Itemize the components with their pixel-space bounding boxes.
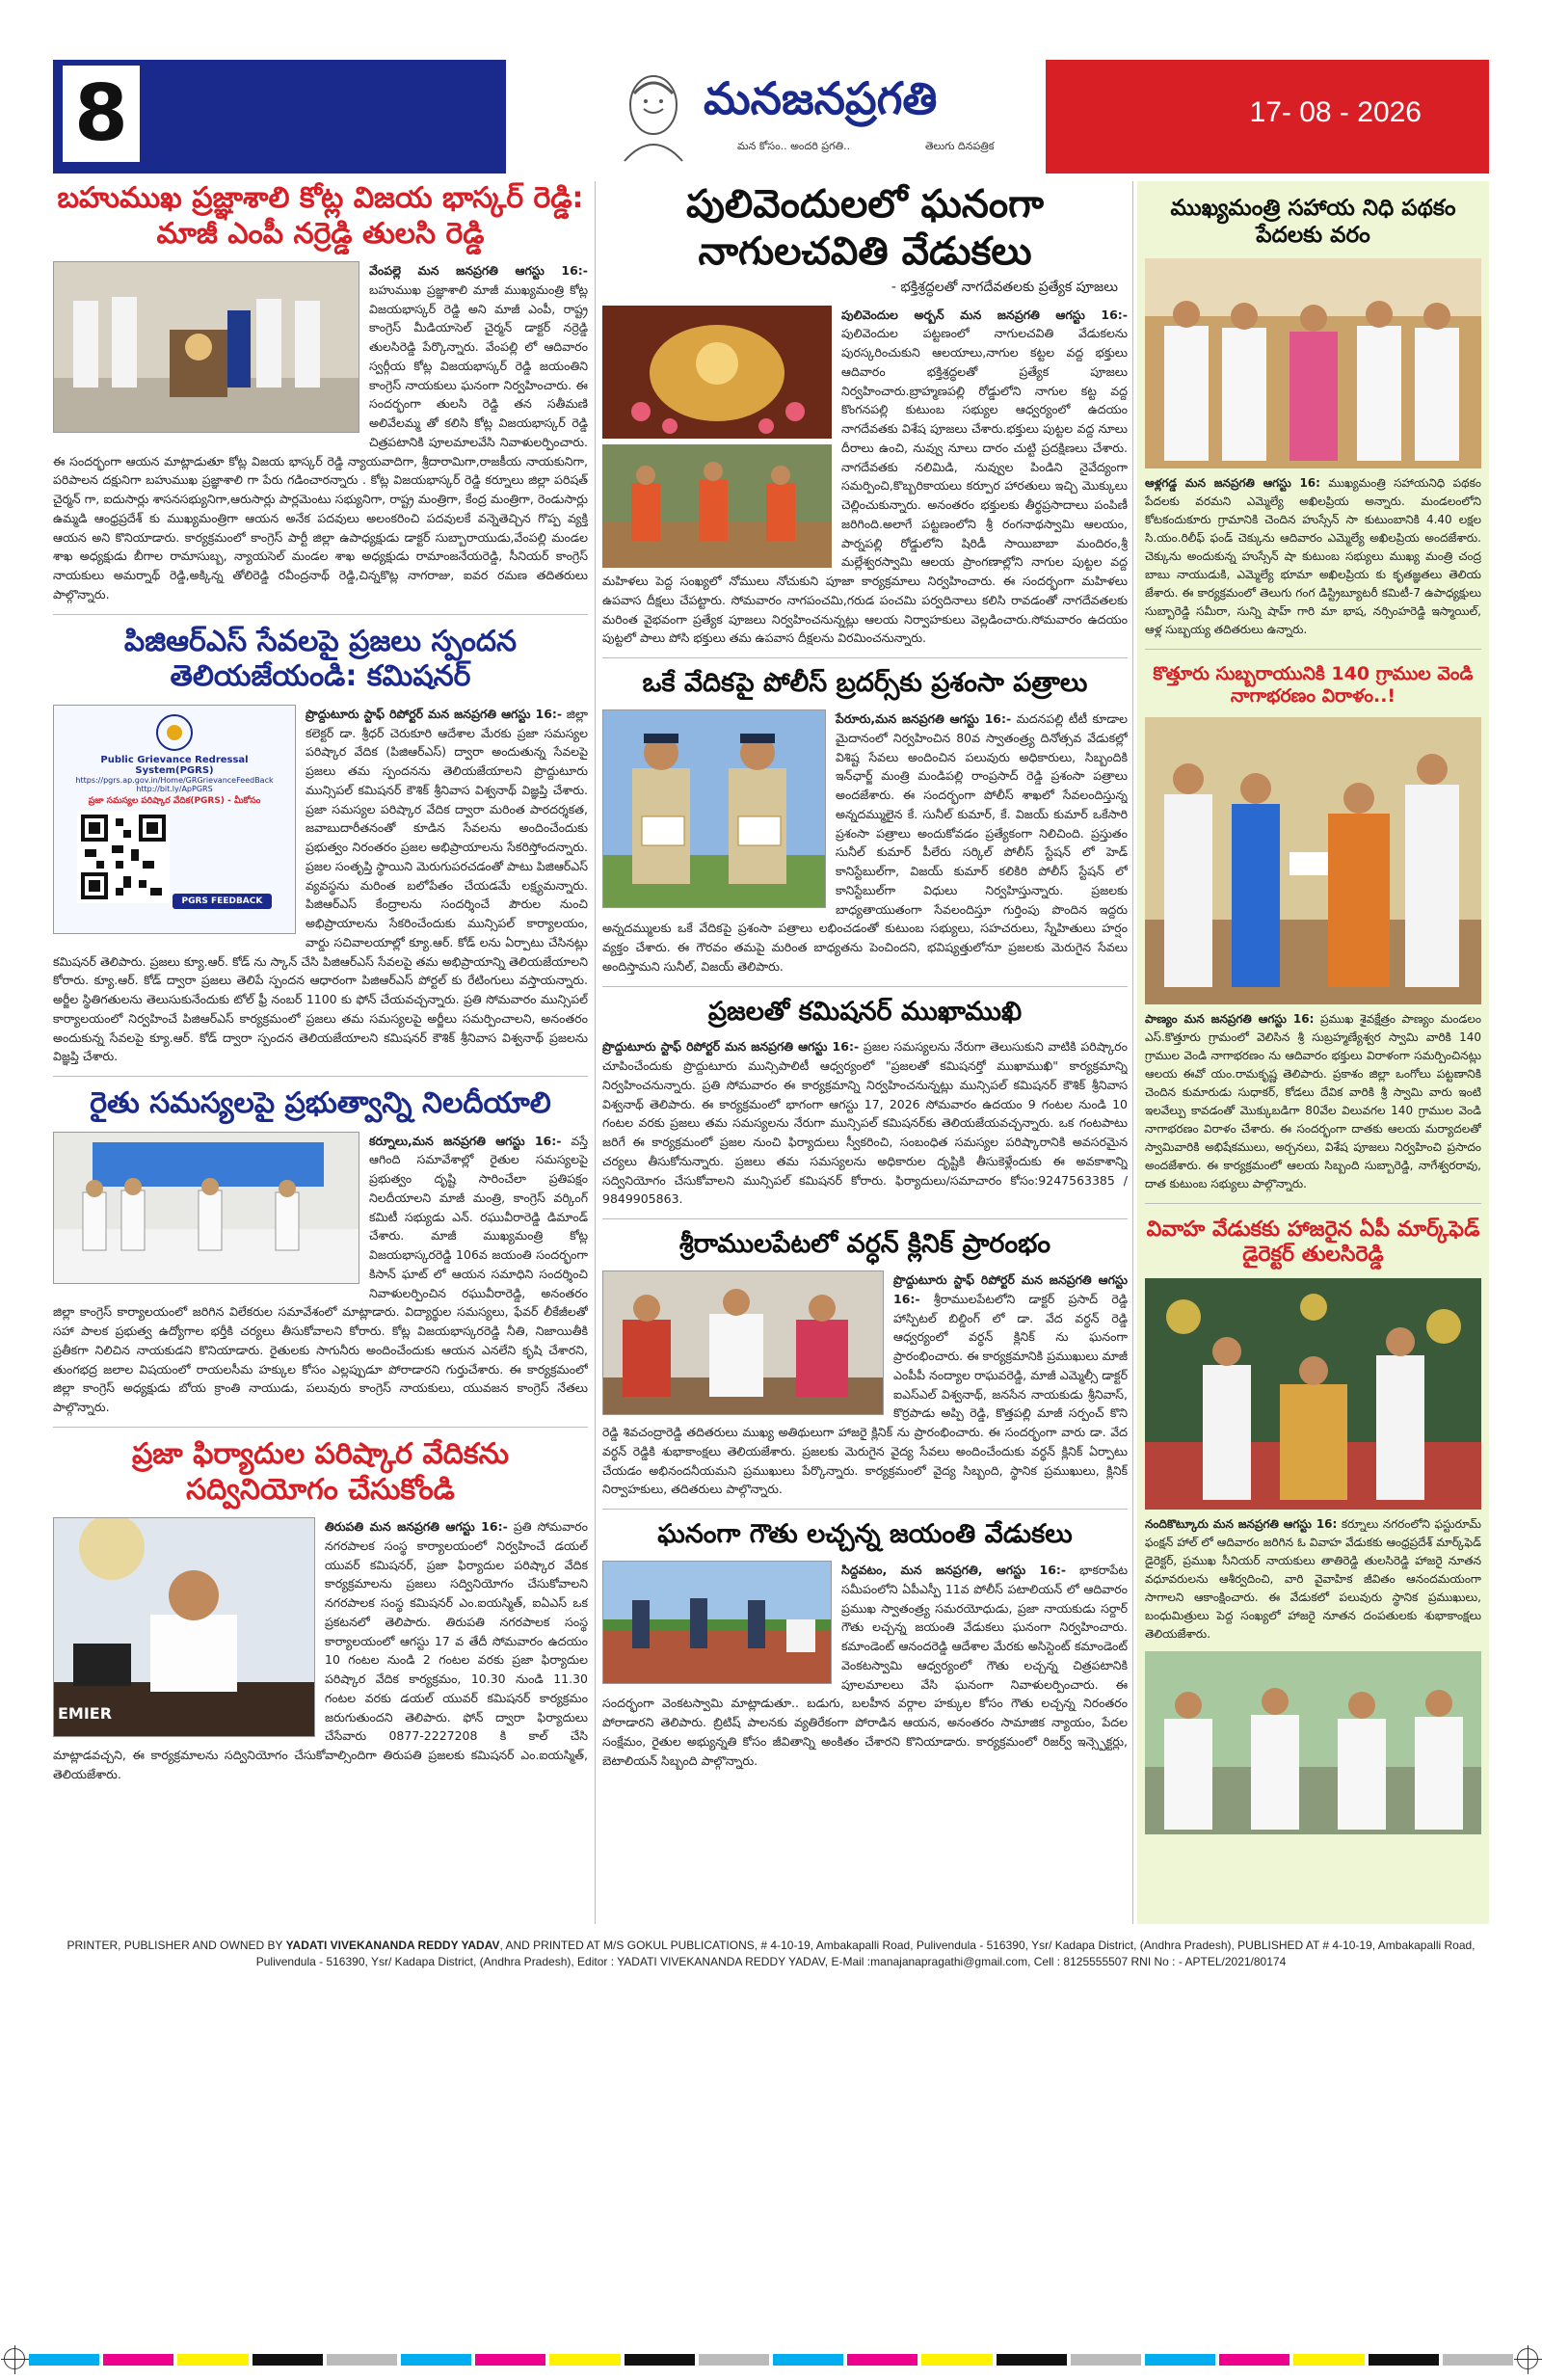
article-dateline: పేరూరు,మన జనప్రగతి ఆగస్టు 16:- [836, 711, 1012, 727]
article-vardhan-clinic [602, 1229, 1128, 1499]
wedding-ceremony-photo-icon [1145, 1278, 1481, 1510]
page-number: 8 [63, 66, 140, 162]
color-swatch [401, 2354, 471, 2366]
paper-subline: తెలుగు దినపత్రిక [925, 140, 995, 152]
article-dateline: ప్రొద్దుటూరు స్టాఫ్ రిపోర్టర్ మన జనప్రగతి ఆగస్టు 16:- [893, 1272, 1128, 1306]
article-dateline: పాణ్యం మన జనప్రగతి ఆగస్టు 16: [1145, 1012, 1315, 1027]
devotees-worship-photo-icon [602, 444, 832, 568]
article-kotla-vijaya-bhaskar [53, 181, 588, 604]
article-dateline: పులివెందుల అర్బన్ మన జనప్రగతి ఆగస్టు 16:- [841, 307, 1128, 322]
press-meet-photo-icon [54, 1133, 359, 1284]
article-text: ప్రముఖ శైవక్షేత్రం పాణ్యం మండలం ఎస్.కొత్తూరు గ్రామంలో వెలిసిన శ్రీ సుబ్రహ్మణ్యేశ్వర స్వామి వారికి 140 గ్రాముల వెండి నాగాభరణం ను ఆదివారం భక్తులు విరాళంగా సమర్పించినట్లు ఆలయ ఈవో యం.రామకృష్ణ తెలిపారు. ప్రకాశం జిల్లా ఒంగోలు పట్టణానికి చెందిన కుమారుడు సుధాకర్, కోడలు దేవిక వారికి శ్రీ స్వామి వారు ఇంటి ఇలవేల్పు కావడంతో మొక్కుబడిగా 80వేల విలువగల 140 గ్రాముల వెండి నాగాభరణం విరాళం చేశారు. ఈ సందర్భంగా దాతకు ఆలయ మర్యాదలతో స్వామివారికి అభిషేకములు, అర్చనలు, విశేష పూజలు నిర్వహించి ప్రసాదం అందజేశారు. ఈ కార్యక్రమంలో ఆలయ సిబ్బంది సుబ్బారెడ్డి, నాగేశ్వరరావు, దాత కుటుంబ సభ్యులు పాల్గొన్నారు. [1145, 1012, 1481, 1190]
color-swatch [1219, 2354, 1289, 2366]
temple-donation-photo-icon [1145, 717, 1481, 1004]
print-color-bar [29, 2352, 1513, 2367]
imprint-line [53, 1938, 1489, 1971]
color-swatch [1369, 2354, 1439, 2366]
color-swatch [699, 2354, 769, 2366]
left-column [53, 181, 588, 1784]
article-headline: ప్రజా ఫిర్యాదుల పరిష్కార వేదికను సద్వినియోగం చేసుకోండి [131, 1436, 510, 1507]
article-dateline: ప్రొద్దుటూరు స్టాఫ్ రిపోర్టర్ మన జనప్రగతి ఆగస్టు 16:- [306, 706, 563, 721]
article-photo [53, 261, 359, 433]
article-dateline: నందికొట్కూరు మన జనప్రగతి ఆగస్టు 16: [1145, 1517, 1338, 1532]
section-divider [602, 1509, 1128, 1510]
wedding-guests-photo-icon [1145, 1651, 1481, 1834]
article-text: జిల్లా కలెక్టర్ డా. శ్రీధర్ చెరుకూరి ఆదేశాల మేరకు ప్రజా సమస్యల పరిష్కార వేదిక (పిజిఆర్ఎస్) ద్వారా అందుతున్న సేవలపై ప్రజలు తమ స్పందనను తెలియజేయాలని ప్రొద్దుటూరు మున్సిపల్ కమిషనర్ కౌశిక్ శ్రీనివాస విశ్వనాథ్ విజ్ఞప్తి చేశారు. ప్రజా సమస్యల పరిష్కార వేదిక ద్వారా మరింత పారదర్శకత, జవాబుదారీతనంతో కూడిన సేవలను అందించేందుకు ప్రభుత్వం నిరంతరం ప్రజల అభిప్రాయాలను సేకరిస్తోందన్నారు. ప్రజల సంతృప్తి స్థాయిని మెరుగుపరచడంతో పాటు పిజిఆర్ఎస్ వ్యవస్థను మరింత బలోపేతం చేయడమే లక్ష్యమన్నారు. పిజిఆర్ఎస్ కేంద్రాలను సందర్శించే పౌరుల నుంచి అభిప్రాయాలను సేకరించేందుకు మున్సిపల్ కార్యాలయం, వార్డు సచివాలయాల్లో క్యూ.ఆర్. కోడ్ లను ఏర్పాటు చేసినట్లు కమిషనర్ తెలిపారు. ప్రజలు క్యూ.ఆర్. కోడ్ ను స్కాన్ చేసి పిజిఆర్ఎస్ సేవలపై తమ అభిప్రాయాన్ని తెలియజేయాలని కోరారు. క్యూ.ఆర్. కోడ్ ద్వారా ప్రజలు తెలిపే స్పందన ఆధారంగా పిజిఆర్ఎస్ పోర్టల్ కు రేటింగులు వస్తాయన్నారు. అర్జీల స్థితిగతులను తెలుసుకునేందుకు టోల్ ఫ్రీ నంబర్ 1100 కు ఫోన్ చేయవచ్చన్నారు. ప్రతి సోమవారం మున్సిపల్ కార్యాలయంలో నిర్వహించే పిజిఆర్ఎస్ కార్యక్రమంలో ప్రజలు తమ సమస్యలపై అర్జీలు సమర్పించాలని, అనంతరం అందుకున్న సేవలపై క్యూ.ఆర్. కోడ్ ద్వారా స్పందన తెలియజేయాలని కమిషనర్ కౌశిక్ శ్రీనివాస విశ్వనాథ్ ప్రజలను విజ్ఞప్తి చేశారు. [53, 706, 588, 1064]
article-photo-stack [602, 306, 832, 568]
article-body [1145, 1515, 1481, 1644]
temple-idol-photo-icon [602, 306, 832, 439]
article-text: మదనపల్లి టీటీ కూడాల మైదానంలో నిర్వహించిన 80వ స్వాతంత్ర్య దినోత్సవ వేడుకల్లో విశిష్ట సేవలు అందించిన పలువురు అధికారులు, సిబ్బందికి ఇన్‌ఛార్జ్ మంత్రి మండిపల్లి రాంప్రసాద్ రెడ్డి ప్రశంసా పత్రాలు అందజేశారు. ఈ సందర్భంగా పోలీస్ శాఖలో సేవలందిస్తున్న అన్నదమ్ములైన కే. సునీల్ కుమార్, కే. విజయ్ కుమార్ ఒకేసారి ప్రశంసా పత్రాలు అందుకోవడం ప్రత్యేకంగా నిలిచింది. ప్రస్తుతం సునీల్ కుమార్ పీలేరు సర్కిల్ పోలీస్ స్టేషన్ లో హెడ్ కానిస్టేబుల్‌గా, విజయ్ కుమార్ కలికిరి పోలీస్ స్టేషన్ లో కానిస్టేబుల్‌గా విధులు నిర్వహిస్తున్నారు. ప్రజలకు బాధ్యతాయుతంగా సేవలందిస్తూ గుర్తింపు పొందిన ఇద్దరు అన్నదమ్ములకు ఒకే వేదికపై ప్రశంసా పత్రాలు లభించడంతో కుటుంబ సభ్యులు, సహచరులు, స్నేహితులు హర్షం వ్యక్తం చేశారు. ఈ గౌరవం తమపై మరింత బాధ్యతను పెంచిందని, భవిష్యత్తులోనూ ప్రజలకు మెరుగైన సేవలు అందిస్తామని సునీల్, విజయ్ తెలిపారు. [602, 711, 1128, 974]
article-subhead: - భక్తిశ్రద్ధలతో నాగదేవతలకు ప్రత్యేక పూజలు [891, 279, 1118, 295]
article-dateline: ఆళ్లగడ్డ మన జనప్రగతి ఆగస్టు 16: [1145, 476, 1320, 491]
police-certificates-photo-icon [603, 710, 826, 908]
article-dateline: సిద్దవటం, మన జనప్రగతి, ఆగస్టు 16:- [841, 1563, 1067, 1578]
article-body [1145, 474, 1481, 639]
article-photo [53, 1517, 315, 1737]
article-headline: ఒకే వేదికపై పోలీస్ బ్రదర్స్‌కు ప్రశంసా పత్రాలు [642, 668, 1088, 699]
leader-portrait-icon [607, 65, 699, 166]
lead-headline: పులివెందులలో ఘనంగా నాగులచవితి వేడుకలు [685, 182, 1044, 274]
color-swatch [327, 2354, 397, 2366]
article-gouthu-lachanna [602, 1519, 1128, 1770]
right-column [1137, 181, 1489, 1924]
tribute-gathering-photo-icon [54, 262, 359, 433]
color-swatch [997, 2354, 1067, 2366]
color-swatch [253, 2354, 323, 2366]
article-text: బహుముఖ ప్రజ్ఞాశాలి మాజీ ముఖ్యమంత్రి కోట్ల విజయభాస్కర్ రెడ్డి అని మాజీ ఎంపీ, రాష్ట్ర కాంగ్రెస్ మీడియాసెల్ చైర్మన్ డాక్టర్ నర్రెడ్డి తులసిరెడ్డి పేర్కొన్నారు. వేంపల్లి లో ఆదివారం స్వర్గీయ కోట్ల విజయభాస్కర్ రెడ్డి జయంతిని కాంగ్రెస్ నాయకులు ఘనంగా నిర్వహించారు. ఈ సందర్భంగా తులసి రెడ్డి తన సతీమణి అలివేలమ్మ తో కలిసి కోట్ల విజయభాస్కర్ రెడ్డి చిత్రపటానికి పూలమాలవేసి నివాళులర్పించారు. ఈ సందర్భంగా ఆయన మాట్లాడుతూ కోట్ల విజయ భాస్కర్ రెడ్డి న్యాయవాదిగా, శ్రీదారామిగా,రాజకీయ నాయకునిగా, పరిపాలన దక్షునిగా బహుముఖ ప్రజ్ఞాశాలి గా పేరు గడించారన్నారు . కోట్ల విజయభాస్కర్ రెడ్డి కర్నూలు జిల్లా పరిషత్ చైర్మన్ గా, ఐదుసార్లు శాసనసభ్యునిగా,ఆరుసార్లు పార్లమెంటు సభ్యునిగా, రాష్ట్ర మంత్రిగా, కేంద్ర మంత్రిగా, రెండుసార్లు ఉమ్మడి ఆంధ్రప్రదేశ్ కు ముఖ్యమంత్రిగా ఆయన అనేక పదవులు అలంకరించి పదవులకే వన్నెతెచ్చిన గొప్ప వ్యక్తి ఆయన అని కొనియాడారు. కార్యక్రమంలో కాంగ్రెస్ పార్టీ జిల్లా ఉపాధ్యక్షుడు డాక్టర్ సుబ్బారాయుడు,వేంపల్లి మండల శాఖ అధ్యక్షుడు బీగాల రామాసుబ్బ, న్యాయసెల్ మండల శాఖ అధ్యక్షుడు రామాంజనేయరెడ్డి, సీనియర్ కాంగ్రెస్ నాయకులు అమర్నాథ్ రెడ్డి,అక్కిన్న తోలిరెడ్డి రవీంద్రనాథ్ రెడ్డి,చిన్నకొట్ల నాగరాజు, ఐవర రమణ తదితరులు పాల్గొన్నారు. [53, 281, 588, 602]
section-divider [53, 614, 588, 615]
color-swatch [103, 2354, 173, 2366]
imprint-owner: YADATI VIVEKANANDA REDDY YADAV [285, 1939, 500, 1952]
article-wedding-visit [1145, 1214, 1481, 1834]
section-divider [602, 986, 1128, 987]
article-commissioner-interaction [602, 997, 1128, 1210]
color-swatch [177, 2354, 248, 2366]
article-farmers-issues [53, 1086, 588, 1417]
article-text: వస్తే ఆగింది సమావేశాల్లో రైతుల సమస్యలపై ప్రభుత్వం దృష్టి సారించేలా ప్రతిపక్షం నిలదీయాలని మాజీ మంత్రి, కాంగ్రెస్ వర్కింగ్ కమిటీ సభ్యుడు ఎన్. రఘువీరారెడ్డి డిమాండ్ చేశారు. మాజీ ముఖ్యమంత్రి కోట్ల విజయభాస్కరరెడ్డి 106వ జయంతి సందర్భంగా కిసాన్ ఘాట్ లో ఆయన సమాధిని సందర్శించి నివాళులర్పించిన రఘువీరారెడ్డి, అనంతరం జిల్లా కాంగ్రెస్ కార్యాలయంలో జరిగిన విలేకరుల సమావేశంలో మాట్లాడారు. విద్యార్థుల సమస్యలు, ఫేవర్ లీకేజీలతో సహా పాలక ప్రభుత్వ ఉద్యోగాల భర్తీకి చర్యలు తీసుకోవాలని కోరారు. కోట్ల విజయభాస్కరరెడ్డి నీతి, నిజాయితీకి ప్రతీకగా నిలిచిన నాయకుడని కొనియాడారు. రైతులకు సాగునీరు అందించేందుకు ఆయన ఎనలేని కృషి చేశారని, తుంగభద్ర జలాల విషయంలో రాయలసీమ హక్కుల కోసం ఎల్లప్పుడూ పోరాడారని గుర్తుచేశారు. ఈ కార్యక్రమంలో జిల్లా కాంగ్రెస్ అధ్యక్షుడు బోయ క్రాంతి నాయుడు, పలువురు కాంగ్రెస్ నాయకులు, యువజన కాంగ్రెస్ నేతలు పాల్గొన్నారు. [53, 1133, 588, 1415]
column-divider [595, 181, 596, 1924]
color-swatch [625, 2354, 695, 2366]
masthead [53, 60, 1489, 174]
article-text: శ్రీరాములపేటలోని డాక్టర్ ప్రసాద్ రెడ్డి హాస్పిటల్ బిల్డింగ్ లో డా. వేద వర్ధన్ రెడ్డి ఆధ్వర్యంలో వర్ధన్ క్లినిక్ ను ఘనంగా ప్రారంభించారు. ఈ కార్యక్రమానికి ప్రముఖులు మాజీ ఎంపీపీ నంద్యాల రాఘవరెడ్డి, మాజీ ఎమ్మెల్సీ డాక్టర్ ఐఎస్ఎల్ విశ్వనాథ్, జనసేన నాయకుడు శ్రీనివాస్, కొర్రపాడు అప్పి రెడ్డి, కొత్తపల్లి మాజీ సర్పంచ్ కొని రెడ్డి శివచంద్రారెడ్డి తదితరులు ముఖ్య అతిథులుగా హాజరై క్లినిక్ ను ప్రారంభించారు. ఈ సందర్భంగా వారు డా. వేద వర్ధన్ రెడ్డికి శుభాకాంక్షలు తెలియజేశారు. ప్రజలకు మెరుగైన వైద్య సేవలు అందించేందుకు వర్ధన్ క్లినిక్ ఏర్పాటు చేయడం అభినందనీయమని ప్రముఖులు పేర్కొన్నారు. కార్యక్రమంలో వైద్య సిబ్బంది, స్థానిక ప్రముఖులు, క్లినిక్ నిర్వాహకులు, తదితరులు పాల్గొన్నారు. [602, 1291, 1128, 1497]
color-swatch [1071, 2354, 1141, 2366]
registration-mark-icon [4, 2348, 25, 2369]
article-headline: వివాహ వేడుకకు హాజరైన ఏపీ మార్క్‌ఫెడ్ డైరెక్టర్ తులసిరెడ్డి [1146, 1217, 1480, 1268]
article-photo [602, 709, 826, 908]
ap-emblem-icon [155, 713, 194, 752]
column-divider [1132, 181, 1133, 1924]
color-swatch [1293, 2354, 1364, 2366]
article-dateline: ప్రొద్దుటూరు స్టాఫ్ రిపోర్టర్ మన జనప్రగతి ఆగస్టు 16:- [602, 1039, 860, 1055]
article-cm-relief-fund [1145, 189, 1481, 639]
article-headline: ప్రజలతో కమిషనర్ ముఖాముఖి [707, 996, 1023, 1027]
article-headline: బహుముఖ ప్రజ్ఞాశాలి కోట్ల విజయ భాస్కర్ రెడ్డి: మాజీ ఎంపీ నర్రెడ్డి తులసి రెడ్డి [57, 181, 584, 251]
article-dateline: తిరుపతి మన జనప్రగతి ఆగస్టు 16:- [325, 1519, 508, 1535]
article-text: పులివెందుల పట్టణంలో నాగులచవితి వేడుకలను పురస్కరించుకుని ఆలయాలు,నాగుల కట్టల వద్ద భక్తులు ఆదివారం భక్తిశ్రద్ధలతో ప్రత్యేక పూజలు నిర్వహించారు.బ్రాహ్మణపల్లి రోడ్డులోని నాగుల కట్ట వద్ద కొంగనపల్లి కుటుంబ సభ్యుల ఆధ్వర్యంలో ఉదయం నాగదేవతకు విశేష పూజలు చేశారు.భక్తులు పుట్టల వద్ద నూలు దీరాలు ఉంచి, నువ్వు నూలు దారం చుట్టి ప్రదక్షిణలు చేశారు. నాగదేవతకు నలిమిడి, నువ్వుల పిండిని నైవేద్యంగా సమర్పించి,కొబ్బరికాయలు కర్పూర హారతులు ఇచ్చి మొక్కులు చెల్లించుకున్నారు. అనంతరం భక్తులకు తీర్థప్రసాదాలు పంపిణీ జరిగింది.అలాగే పట్టణంలోని శ్రీ రంగనాథస్వామి ఆలయం, పార్నపల్లి రోడ్డులోని షిరిడీ సాయిబాబా మందిరం,శ్రీ మల్లేశ్వరస్వామి ఆలయ ప్రాంగణాల్లోని నాగుల పుట్టల వద్ద మహిళలు పెద్ద సంఖ్యలో నోములు నోచుకుని పూజా కార్యక్రమాలు నిర్వహించారు. ఈ సందర్భంగా మహిళలు ఉపవాస దీక్షలు చేపట్టారు. సోమవారం నాగపంచమి,గరుడ పంచమి పర్వదినాలు కలిసి రావడంతో నాగదేవతలకు మరింత వైభవంగా ప్రత్యేక పూజలు నిర్వహించనున్నట్లు ఆలయ నిర్వాహకులు వెల్లడించారు.సోమవారం ఉదయం పుట్టలో పాలు పోసి భక్తులు తమ ఉపవాస దీక్షలను విరమించనున్నారు. [602, 326, 1128, 646]
article-text: భాకరాపేట సమీపంలోని ఏపీఎస్పీ 11వ పోలీస్ పటాలియన్ లో ఆదివారం ప్రముఖ స్వాతంత్ర్య సమరయోధుడు, ప్రజా నాయకుడు సర్దార్ గౌతు లచ్చన్న జయంతి వేడుకలు ఘనంగా నిర్వహించారు. కమాండెంట్ ఆనందరెడ్డి ఆదేశాల మేరకు అసిస్టెంట్ కమాండెంట్ వెంకటస్వామి ఆధ్వర్యంలో గౌతు లచ్చన్న చిత్రపటానికి పూలమాలలు వేసి ఘనంగా నివాళులర్పించారు. ఈ సందర్భంగా వెంకటస్వామి మాట్లాడుతూ.. బడుగు, బలహీన వర్గాల హక్కుల కోసం గౌతు లచ్చన్న నిరంతరం పోరాడారని తెలిపారు. బ్రిటిష్ పాలనకు వ్యతిరేకంగా పోరాడిన ఆయన, అనంతరం సామాజిక న్యాయం, పేదల సంక్షేమం, రైతుల అభ్యున్నతి కోసం జీవితాన్ని అంకితం చేశారని కొనియాడారు. కార్యక్రమంలో రిజర్వ్ ఇన్స్పెక్టర్లు, బెటాలియన్ సిబ్బంది పాల్గొన్నారు. [602, 1563, 1128, 1768]
article-text: కర్నూలు నగరంలోని ఫస్టురూమ్ ఫంక్షన్ హాల్ లో ఆదివారం జరిగిన ఓ వివాహ వేడుకకు ఆంధ్రప్రదేశ్ మార్క్‌ఫెడ్ డైరెక్టర్, ప్రముఖ సీనియర్ నాయకులు తాతిరెడ్డి తులసిరెడ్డి హాజరై నూతన వధూవరులను ఆశీర్వదించి, వారి వైవాహిక జీవితం ఆనందమయంగా సాగాలని ఆకాంక్షించారు. ఈ వేడుకలో పలువురు స్థానిక ప్రముఖులు, బంధుమిత్రులు పెద్ద సంఖ్యలో హాజరై నూతన దంపతులకు శుభాకాంక్షలు తెలియజేశారు. [1145, 1517, 1481, 1641]
article-headline: ముఖ్యమంత్రి సహాయ నిధి పథకం పేదలకు వరం [1170, 196, 1456, 249]
article-dateline: వేంపల్లె మన జనప్రగతి ఆగస్టు 16:- [369, 263, 588, 279]
pgrs-poster [53, 705, 296, 934]
poster-tagline: ప్రజా సమస్యల పరిష్కార వేదిక(PGRS) - మీకోసం [88, 795, 261, 806]
poster-title: Public Grievance Redressal System(PGRS) [100, 754, 249, 776]
imprint-lead: PRINTER, PUBLISHER AND OWNED BY [66, 1939, 283, 1952]
article-photo [602, 1270, 884, 1415]
color-swatch [1145, 2354, 1215, 2366]
article-headline: కొత్తూరు సుబ్బరాయునికి 140 గ్రాముల వెండి నాగాభరణం విరాళం..! [1153, 662, 1474, 707]
color-swatch [475, 2354, 545, 2366]
article-dateline: కర్నూలు,మన జనప్రగతి ఆగస్టు 16:- [369, 1133, 562, 1148]
article-body [602, 1037, 1128, 1209]
issue-date: 17- 08 - 2026 [1249, 96, 1422, 128]
article-silver-ornament [1145, 659, 1481, 1193]
article-police-brothers [602, 668, 1128, 976]
paper-tagline: మన కోసం.. అందరి ప్రగతి.. [737, 140, 851, 152]
color-swatch [1443, 2354, 1513, 2366]
clinic-opening-photo-icon [603, 1271, 884, 1415]
paper-name: మనజనప్రగతి [704, 72, 938, 124]
article-nagula-chavithi [602, 181, 1128, 648]
color-swatch [773, 2354, 843, 2366]
section-divider [1145, 1203, 1481, 1204]
article-photo [53, 1132, 359, 1284]
section-divider [1145, 649, 1481, 650]
article-headline: ఘనంగా గౌతు లచ్చన్న జయంతి వేడుకలు [657, 1519, 1073, 1550]
article-headline: శ్రీరాములపేటలో వర్ధన్ క్లినిక్ ప్రారంభం [678, 1229, 1051, 1260]
article-text: ముఖ్యమంత్రి సహాయనిధి పథకం పేదలకు వరమని ఎమ్మెల్యే అఖిలప్రియ అన్నారు. మండలంలోని కోటకందుకూరు గ్రామానికి చెందిన హుస్సేన్ సా కుటుంబానికి 4.40 లక్షల సి.యం.రిలీఫ్ ఫండ్ చెక్కును ఆదివారం ఎమ్మెల్యే అఖిలప్రియ అందజేశారు. చెక్కును అందుకున్న హుస్సేన్ షా కుటుంబ సభ్యులు ముఖ్య మంత్రి చంద్ర బాబు నాయుడుకి, ఎమ్మెల్యే భూమా అఖిలప్రియ కు కృతజ్ఞతలు తెలియ జేశారు. ఈ కార్యక్రమంలో తెలుగు గంగ డిస్ట్రిబ్యూటరీ కమిటీ-7 ఉపాధ్యక్షులు సుబ్బారెడ్డి సమీరా, సున్ని షాహ్ గారి మా భాష, నర్సింహరెడ్డి ఇస్మాయిల్, ఆళ్ల సుబ్బయ్య తదితరులు ఉన్నారు. [1145, 476, 1481, 636]
article-pgrs-feedback [53, 625, 588, 1066]
newspaper-logo [607, 65, 1031, 169]
qr-code-icon [77, 811, 170, 903]
article-text: ప్రజల సమస్యలను నేరుగా తెలుసుకుని వాటికి పరిష్కారం చూపించేందుకు ప్రొద్దుటూరు మున్సిపాలిటీ ఆధ్వర్యంలో "ప్రజలతో కమిషనర్తో ముఖాముఖి" కార్యక్రమాన్ని నిర్వహించనున్నారు. ప్రతి సోమవారం ఈ కార్యక్రమాన్ని నిర్వహించనున్నట్లు మున్సిపల్ కమిషనర్ కౌశిక్ శ్రీనివాస విశ్వనాథ్ తెలిపారు. ఈ కార్యక్రమంలో భాగంగా ఆగస్టు 17, 2026 సోమవారం ఉదయం 9 గంటల నుండి 10 గంటల వరకు ప్రజలు తమ సమస్యలను నేరుగా మున్సిపల్ కమిషనర్‌కు తెలియజేయవచ్చన్నారు. ఒక గంటపాటు జరిగే ఈ కార్యక్రమంలో ప్రజల నుంచి ఫిర్యాదులు స్వీకరించి, సంబంధిత సమస్యల పరిష్కారానికి అవసరమైన చర్యలు తీసుకోనున్నారు. ప్రజలు తమ సమస్యలను అధికారుల దృష్టికి తీసుకెళ్లేందుకు ఈ అవకాశాన్ని సద్వినియోగం చేసుకోవాలని మున్సిపల్ కమిషనర్ కోరారు. ఫిర్యాదులు/సమాచారం కోసం:9247563385 / 9849905863. [602, 1039, 1128, 1207]
color-swatch [921, 2354, 992, 2366]
battalion-tribute-photo-icon [603, 1562, 832, 1684]
article-photo [602, 1561, 832, 1684]
section-divider [602, 1218, 1128, 1219]
color-swatch [29, 2354, 99, 2366]
section-divider [53, 1076, 588, 1077]
poster-url: https://pgrs.ap.gov.in/Home/GRGrievanceFeedBack [75, 775, 274, 785]
article-text: ప్రతి సోమవారం నగరపాలక సంస్థ కార్యాలయంలో నిర్వహించే డయల్ యువర్ కమిషనర్, ప్రజా ఫిర్యాదుల పరిష్కార వేదిక కార్యక్రమాలను ప్రజలు సద్వినియోగం చేసుకోవాలని నగరపాలక సంస్థ కమిషనర్ ఎం.ఐయస్మిత్, ఐఏఎస్ ఒక ప్రకటనలో తెలిపారు. తిరుపతి నగరపాలక సంస్థ కార్యాలయంలో ఆగస్టు 17 వ తేదీ సోమవారం ఉదయం 10 గంటల నుండి 2 గంటల వరకు ప్రజా ఫిర్యాదుల పరిష్కార వేదిక కార్యక్రమం, 10.30 నుండి 11.30 గంటల వరకు డయల్ యువర్ కమిషనర్ కార్యక్రమం జరుగుతుందని తెలిపారు. ఫోన్ ద్వారా ఫిర్యాదులు చేసేవారు 0877-2227208 కి కాల్ చేసి మాట్లాడవచ్చని, ఈ కార్యక్రమాలను సద్వినియోగం చేసుకోవాల్సిందిగా తిరుపతి ప్రజలకు కమిషనర్ ఎం.ఐయస్మిత్, తెలియజేశారు. [53, 1519, 588, 1781]
poster-feedback-badge: PGRS FEEDBACK [173, 894, 273, 909]
section-divider [602, 657, 1128, 658]
middle-column [602, 181, 1128, 1770]
cheque-handover-photo-icon [1145, 258, 1481, 468]
article-headline: పిజిఆర్ఎస్ సేవలపై ప్రజలు స్పందన తెలియజేయండి: కమిషనర్ [123, 624, 518, 694]
article-body [1145, 1010, 1481, 1193]
section-divider [53, 1427, 588, 1428]
color-swatch [549, 2354, 620, 2366]
photo-sign-text: EMIER [58, 1704, 113, 1724]
article-grievance-platform [53, 1437, 588, 1784]
color-swatch [847, 2354, 917, 2366]
poster-url-short: http://bit.ly/ApPGRS [136, 784, 213, 793]
registration-mark-icon [1517, 2348, 1538, 2369]
imprint-details: , AND PRINTED AT M/S GOKUL PUBLICATIONS, # 4-10-19, Ambakapalli Road, Pulivendula - 516390, Ysr/ Kadapa District, (Andhra Pradesh), PUBLISHED AT # 4-10-19, Ambakapalli Road, Pulivendula - 516390, Ysr/ Kadapa District, (Andhra Pradesh), Editor : YADATI VIVEKANANDA REDDY YADAV, E-Mail :manajanapragathi@gmail.com, Cell : 8125555507 RNI No : - APTEL/2021/80174 [255, 1939, 1476, 1969]
article-headline: రైతు సమస్యలపై ప్రభుత్వాన్ని నిలదీయాలి [90, 1086, 551, 1121]
